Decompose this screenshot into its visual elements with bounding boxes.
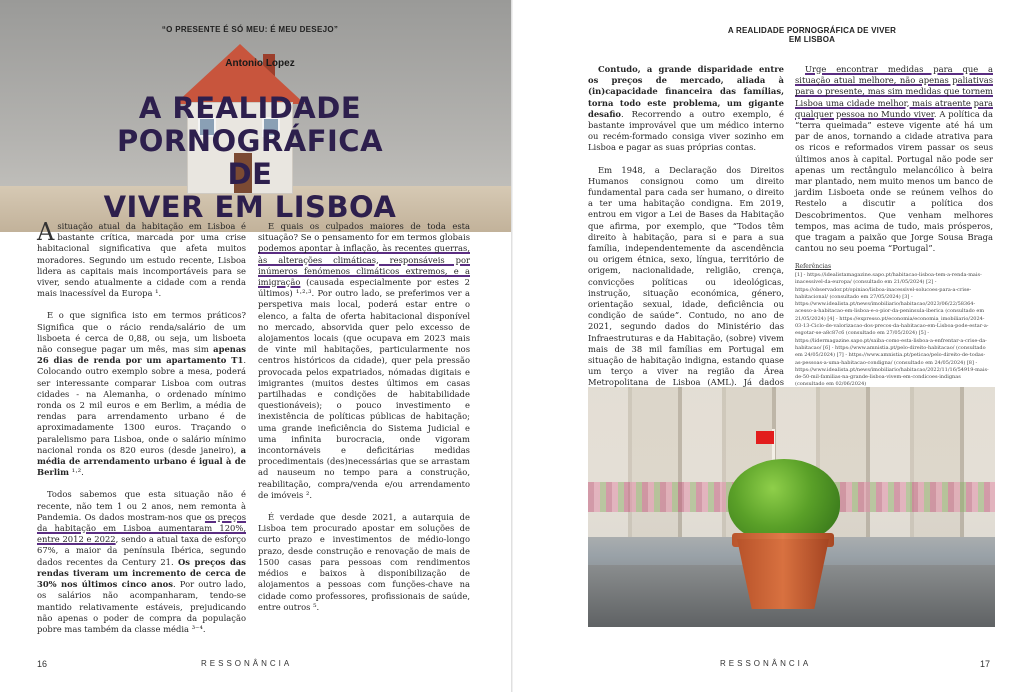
title-line: VIVER EM LISBOA bbox=[103, 190, 397, 224]
paragraph-text: situação atual da habitação em Lisboa é bastante crítica, marcada por uma crise habitacional significativa que afeta muitos moradores. Segundo um estudo recente, Lisboa lidera as capitais mais incomportáveis para se viver, sendo atualmente a cidade com a renda mais inacessível da Europa ¹. bbox=[37, 221, 246, 299]
magazine-footer: RESSONÂNCIA bbox=[201, 659, 293, 668]
text-column-1 bbox=[37, 218, 246, 646]
page-gutter bbox=[511, 0, 513, 692]
running-head: A REALIDADE PORNOGRÁFICA DE VIVER EM LISBOA bbox=[727, 26, 897, 44]
paragraph-text: . Recorrendo a outro exemplo, é bastante improvável que um médico interno ou recém-formado consiga viver sozinho em Lisboa e pagar as suas próprias contas. bbox=[588, 108, 784, 153]
drop-cap: A bbox=[37, 218, 55, 246]
terracotta-pot bbox=[737, 539, 829, 609]
paragraph-text: . A política da “terra queimada” esteve vigente até há um par de anos, tornando a cidade atrativa para os ricos e reformados virem passar os seus últimos anos à capital. Portugal não pode ser apenas um rectângulo melancólico à beira mar plantado, nem muito menos um banco de jardim Lisboeta onde se reúnem velhos do Restelo a discutir a política dos Descobrimentos. Que venham melhores tempos, mas acima de tudo, mais prósperos, que tragam a paixão que Jorge Sousa Braga cantou no seu poema “Portugal”. bbox=[795, 108, 993, 254]
paragraph-text: E quais os culpados maiores de toda esta situação? Se o pensamento for em termos globais bbox=[258, 221, 470, 243]
paragraph bbox=[795, 64, 993, 254]
title-line: PORNOGRÁFICA DE bbox=[116, 124, 384, 191]
paragraph bbox=[258, 221, 470, 501]
highlight-text: a média de arrendamento urbano é igual à de Berlim bbox=[37, 444, 246, 478]
paragraph-text: . Colocando outro exemplo sobre a mesa, poderá ser interessante comparar Lisboa com outras cidades - na Alemanha, o ordenado mínimo ronda os 2 mil euros e em Berlim, a média de rendas para arrendamento urbano é de aproximadamente 1300 euros. Traçando o paralelismo para Lisboa, onde o salário mínimo nacional ronda os 820 euros (desde janeiro), bbox=[37, 355, 246, 455]
article-title bbox=[100, 92, 400, 224]
highlight-text: Contudo, a grande disparidade entre os preços de mercado, aliada à (in)capacidade financeira das famílias, torna todo este problema, um gigante desafio bbox=[588, 64, 784, 119]
potted-plant-photo bbox=[588, 387, 995, 627]
paragraph bbox=[37, 310, 246, 478]
paragraph-text: . Por outro lado, os salários não acompanharam, tendo-se mantido relativamente estáveis, prejudicando não apenas o poder de compra da população pobre mas também da classe média ³⁻⁴. bbox=[37, 579, 246, 634]
highlight-text: Os preços das rendas tiveram um incremento de cerca de 30% nos últimos cinco anos bbox=[37, 556, 246, 590]
plant-foliage bbox=[728, 459, 840, 543]
text-column-2 bbox=[258, 221, 470, 624]
text-column-4 bbox=[795, 64, 993, 265]
footnote-ref: ¹·². bbox=[69, 467, 84, 478]
references-list: [1] - https://idealistamagazine.sapo.pt/habitacao-lisboa-tem-a-renda-mais-inacessivel-da-europa/ (consultado em 21/05/2024) [2] - https://observador.pt/opiniao/lisboa-inacessivel-solucoes-para-a-crise-habitacional/ (consultado em 27/05/2024) [3] - https://www.idealista.pt/news/imobiliario/habitacao/2023/06/22/58364-acesso-a-habitacao-em-lisboa-e-o-pior-da-peninsula-iberica (consultado em 21/05/2024) [4] - https://expresso.pt/economia/economia_imobiliario/2024-03-13-Ciclo-de-valorizacao-dos-precos-da-habitacao-em-Lisboa-pode-estar-a-esgotar-se-a8c87c6 (consultado em 27/05/2024) [5] - https://lidermagazine.sapo.pt/saiba-como-esta-lisboa-a-enfrentar-a-crise-da-habitacao/ [6] - https://www.amnistia.pt/pelo-direito-habitacao/ (consultado em 24/05/2024) [7] - https://www.amnistia.pt/peticao/pelo-direito-de-todas-as-pessoas-a-uma-habitacao-condigna/ (consultado em 24/05/2024) [8] - https://www.idealista.pt/news/imobiliario/habitacao/2022/11/16/54919-mais-de-50-mil-familias-na-grande-lisboa-vivem-em-condicoes-indignas (consultado em 02/06/2024) bbox=[795, 272, 989, 388]
page-number: 16 bbox=[37, 659, 48, 669]
paragraph bbox=[37, 489, 246, 635]
paragraph: Em 1948, a Declaração dos Direitos Humanos consignou como um direito fundamental para cada ser humano, o direito a ter uma habitação condigna. Em 2019, entrou em vigor a Lei de Bases da Habitação que afirma, por exemplo, que “Todos têm direito à habitação, para si e para a sua família, independentemente da ascendência ou origem étnica, sexo, língua, território de origem, nacionalidade, religião, crença, convicções políticas ou ideológicas, instrução, situação económica, género, orientação sexual, idade, deficiência ou condição de saúde”. Contudo, no ano de 2021, segundo dados do Ministério das Infraestruturas e da Habitação, (sobre) vivem mais de 38 mil famílias em Portugal em situação de habitação indigna, estando quase um terço a viver na região da Área Metropolitana de Lisboa (AML). Já dados bbox=[588, 164, 784, 388]
highlight-text: apenas 26 dias de renda por um apartamento T1 bbox=[37, 344, 246, 366]
paragraph: É verdade que desde 2021, a autarquia de Lisboa tem procurado apostar em soluções de curto prazo e investimentos de médio-longo prazo, desde construção e renovação de mais de 1500 casas para pessoas com rendimentos médios e baixos à disponibilização de alojamentos a pessoas com funções-chave na cidade como professores, profissionais de saúde, entre outros ⁵. bbox=[258, 512, 470, 612]
paragraph-text: , sendo a atual taxa de esforço 67%, a maior da península Ibérica, segundo dados recentes da Century 21. bbox=[37, 534, 246, 567]
article-kicker: “O PRESENTE É SÓ MEU: É MEU DESEJO” bbox=[161, 25, 339, 34]
underlined-text: Urge encontrar medidas para que a situação atual melhore, não apenas paliativas para o presente, mas sim medidas que tornem Lisboa uma cidade melhor, mais atraente para qualquer pessoa no Mundo viver bbox=[795, 64, 993, 119]
underlined-text: podemos apontar à inflação, às recentes guerras, às alterações climáticas, responsáveis por inúmeros fenómenos climáticos extremos, e a imigração bbox=[258, 243, 470, 288]
paragraph-text: (causada especialmente por estes 2 últimos) ¹·²·³. Por outro lado, se preferimos ver a perspetiva mais local, poderá estar entre o elenco, a falta de oferta habitacional disponível no mercado, absorvida quer pelo excesso de alojamentos locais (que ocupava em 2023 mais de vinte mil habitações, particularmente nos centros históricos da cidade), quer pela pressão provocada pelos expatriados, nómadas digitais e imigrantes (muitos destes últimos em casas partilhadas e condições de habitabilidade questionáveis); o pouco investimento e inexistência de políticas públicas de habitação; uma grande ineficiência do Sistema Judicial e uma infinita burocracia, onde vigoram incontornáveis e deficitárias medidas procedimentais (des)necessárias que se arrastam ad nauseum no tempo para a construção, reabilitação, compra/venda e/ou arrendamento de imóveis ². bbox=[258, 277, 470, 500]
paragraph-text: E o que significa isto em termos práticos? Significa que o rácio renda/salário de um lisboeta é cerca de 0,88, ou seja, um lisboeta não consegue pagar um mês, mas sim bbox=[37, 310, 246, 355]
title-line: A REALIDADE bbox=[138, 91, 362, 125]
red-flag bbox=[756, 431, 774, 444]
page-number: 17 bbox=[980, 659, 991, 669]
text-column-3 bbox=[588, 64, 784, 433]
references-heading: Referências bbox=[795, 263, 832, 270]
paragraph-text: Todos sabemos que esta situação não é recente, não tem 1 ou 2 anos, nem remonta à Pandemia. Os dados mostram-nos que bbox=[37, 489, 246, 522]
magazine-footer: RESSONÂNCIA bbox=[720, 659, 812, 668]
underlined-text: os preços da habitação em Lisboa aumentaram 120%, entre 2012 e 2022 bbox=[37, 511, 246, 545]
paragraph bbox=[588, 64, 784, 154]
article-author: Antonio Lopez bbox=[225, 58, 295, 69]
paragraph bbox=[37, 218, 246, 299]
